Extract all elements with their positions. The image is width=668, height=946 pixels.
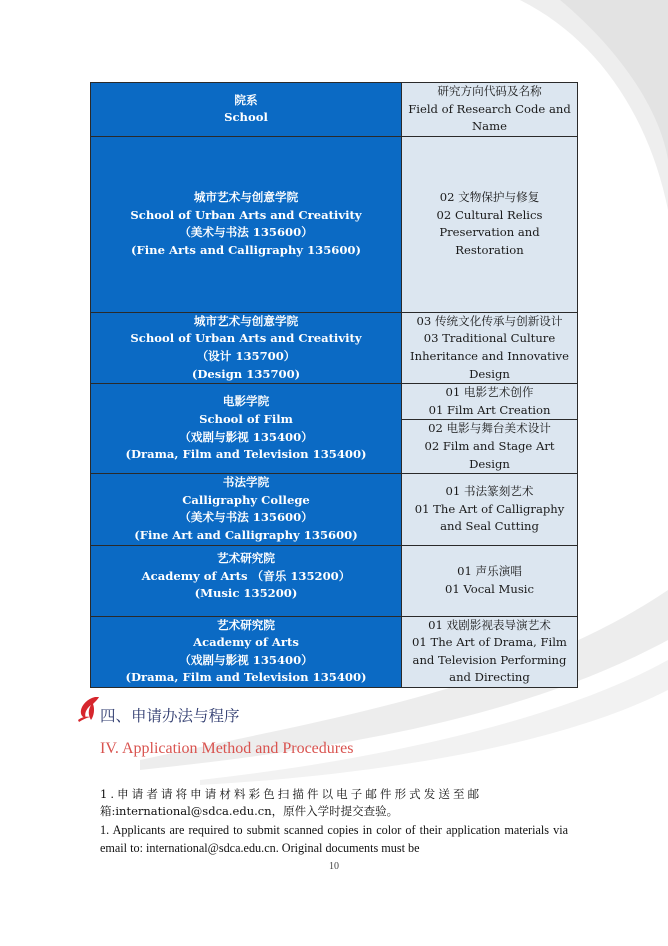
degree-en: (Drama, Film and Television 135400) [125,447,367,462]
header-school-en: School [224,110,268,125]
field-cn: 02 电影与舞台美术设计 [428,421,551,436]
field-en: 01 Vocal Music [444,581,534,596]
field-cell [402,420,578,474]
table-row [91,136,578,312]
paragraph-cn-line1: 1.申请者请将申请材料彩色扫描件以电子邮件形式发送至邮 [100,787,483,801]
section-subtitle: IV. Application Method and Procedures [100,740,354,757]
degree-cn: （设计 135700） [196,348,296,363]
school-name-en: Calligraphy College [182,492,310,507]
school-name-cn: 书法学院 [222,475,270,490]
degree-cn: （美术与书法 135600） [179,510,313,525]
university-logo-icon [77,696,101,722]
table-row [91,312,578,383]
field-cell [402,474,578,545]
field-en: 03 Traditional Culture Inheritance and Innovative Design [410,331,569,381]
degree-en: (Design 135700) [191,366,301,381]
field-en: 01 The Art of Calligraphy and Seal Cutting [414,501,565,534]
table-header-row [91,83,578,137]
section-title: 四、申请办法与程序 [100,707,240,725]
program-table [90,82,578,688]
school-name-en: School of Urban Arts and Creativity [130,207,362,222]
school-cell [91,474,402,545]
school-cell [91,616,402,687]
table-row [91,384,578,420]
field-cell [402,136,578,312]
header-school-cell [91,83,402,137]
field-en: 02 Cultural Relics Preservation and Restoration [436,207,543,257]
field-en: 02 Film and Stage Art Design [424,438,555,471]
field-cn: 02 文物保护与修复 [439,190,540,205]
page-number: 10 [329,861,339,872]
header-school-cn: 院系 [234,92,258,107]
school-name-cn: 艺术研究院 [217,617,275,632]
school-name-en: School of Urban Arts and Creativity [130,331,362,346]
school-name-en: Academy of Arts [193,635,299,650]
school-name-cn: 艺术研究院 [217,551,275,566]
school-name-en: School of Film [199,412,293,427]
school-name-cn: 电影学院 [222,394,270,409]
degree-en: (Music 135200) [194,586,298,601]
field-cn: 03 传统文化传承与创新设计 [416,313,563,328]
field-cn: 01 戏剧影视表导演艺术 [428,617,551,632]
header-field-cell [402,83,578,137]
field-cell [402,545,578,616]
field-en: 01 The Art of Drama, Film and Television Performing and Directing [412,635,567,685]
table-row [91,474,578,545]
degree-cn: （戏剧与影视 135400） [179,652,313,667]
school-cell [91,136,402,312]
school-name-cn: 城市艺术与创意学院 [193,190,299,205]
school-cell [91,545,402,616]
paragraph-cn-line2: 箱:international@sdca.edu.cn，原件入学时提交查验。 [100,804,399,818]
degree-en: (Fine Art and Calligraphy 135600) [134,527,358,542]
table-row [91,616,578,687]
header-field-cn: 研究方向代码及名称 [437,84,542,98]
degree-en: (Drama, Film and Television 135400) [125,670,367,685]
field-en: 01 Film Art Creation [428,402,551,417]
school-cell [91,384,402,474]
header-field-en: Field of Research Code and Name [408,101,571,134]
degree-cn: （美术与书法 135600） [179,225,313,240]
school-cell [91,312,402,383]
field-cn: 01 声乐演唱 [457,563,522,578]
field-cn: 01 书法篆刻艺术 [445,483,534,498]
paragraph-en: 1. Applicants are required to submit scanned copies in color of their application materials via email to: international@sdca.edu.cn. Original documents must be [100,823,568,855]
school-name-en: Academy of Arts （音乐 135200） [141,568,351,583]
degree-en: (Fine Arts and Calligraphy 135600) [131,242,361,257]
field-cn: 01 电影艺术创作 [445,385,534,400]
degree-cn: （戏剧与影视 135400） [179,429,313,444]
school-name-cn: 城市艺术与创意学院 [193,313,299,328]
field-cell [402,616,578,687]
field-cell [402,384,578,420]
field-cell [402,312,578,383]
table-row [91,545,578,616]
